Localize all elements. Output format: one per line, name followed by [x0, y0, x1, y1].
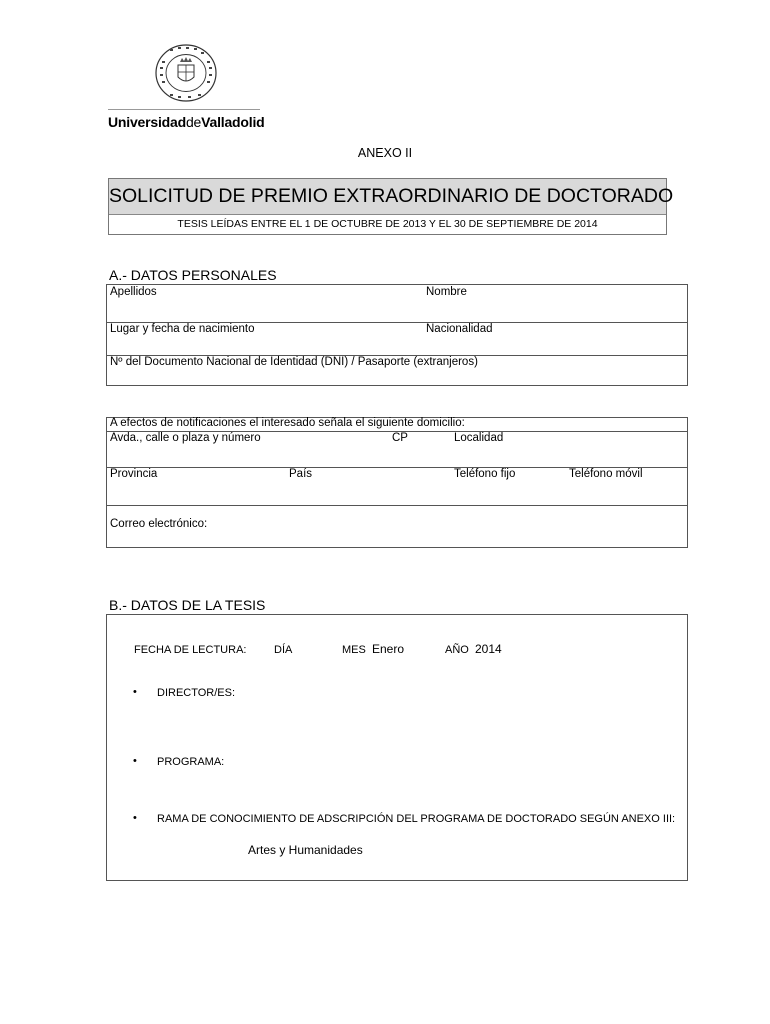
telefono-fijo-label: Teléfono fijo — [454, 468, 516, 480]
pais-label: País — [289, 468, 313, 480]
university-name-part-2: Valladolid — [201, 114, 265, 130]
domicilio-header: A efectos de notificaciones el interesado señala el siguiente domicilio: — [110, 417, 465, 429]
bullet-programa: • — [133, 755, 137, 767]
bullet-director: • — [133, 686, 137, 698]
row-domicilio-header — [107, 418, 687, 432]
anio-label: AÑO — [445, 644, 469, 656]
rama-label: RAMA DE CONOCIMIENTO DE ADSCRIPCIÓN DEL PROGRAMA DE DOCTORADO SEGÚN ANEXO III: — [157, 813, 676, 825]
row-avda-cp-localidad[interactable] — [107, 432, 687, 468]
mes-value[interactable]: Enero — [372, 642, 405, 656]
section-a-title: A.- DATOS PERSONALES — [109, 267, 277, 283]
university-name-part-1: Universidad — [108, 114, 186, 130]
university-name-de: de — [185, 114, 202, 130]
row-dni[interactable] — [107, 356, 687, 385]
apellidos-label: Apellidos — [110, 286, 157, 298]
fecha-lectura-label: FECHA DE LECTURA: — [134, 644, 247, 656]
form-title-box — [108, 178, 674, 235]
programa-label: PROGRAMA: — [157, 756, 225, 768]
form-subtitle: TESIS LEÍDAS ENTRE EL 1 DE OCTUBRE DE 2013 Y EL 30 DE SEPTIEMBRE DE 2014 — [177, 218, 598, 230]
correo-label: Correo electrónico: — [110, 518, 208, 530]
director-label: DIRECTOR/ES: — [157, 687, 236, 699]
row-lugar-nacionalidad[interactable] — [107, 323, 687, 356]
row-correo[interactable] — [107, 506, 687, 547]
avda-label: Avda., calle o plaza y número — [110, 432, 261, 444]
lugar-fecha-label: Lugar y fecha de nacimiento — [110, 323, 255, 335]
dia-label: DÍA — [274, 644, 293, 656]
anio-value[interactable]: 2014 — [475, 642, 502, 656]
localidad-label: Localidad — [454, 432, 504, 444]
dni-label: Nº del Documento Nacional de Identidad (DNI) / Pasaporte (extranjeros) — [110, 356, 478, 368]
nacionalidad-label: Nacionalidad — [426, 323, 493, 335]
rama-value[interactable]: Artes y Humanidades — [248, 843, 363, 857]
telefono-movil-label: Teléfono móvil — [569, 468, 643, 480]
address-table — [106, 417, 688, 548]
cp-label: CP — [392, 432, 408, 444]
row-apellidos-nombre[interactable] — [107, 285, 687, 323]
bullet-rama: • — [133, 812, 137, 824]
personal-data-table — [106, 284, 688, 386]
section-b-title: B.- DATOS DE LA TESIS — [109, 597, 266, 613]
thesis-data-box — [106, 614, 688, 881]
university-name — [108, 114, 265, 130]
provincia-label: Provincia — [110, 468, 158, 480]
form-title: SOLICITUD DE PREMIO EXTRAORDINARIO DE DOCTORADO — [109, 179, 666, 215]
logo-divider — [108, 109, 260, 110]
nombre-label: Nombre — [426, 286, 467, 298]
university-seal-logo — [148, 43, 224, 103]
row-provincia-pais-telefonos[interactable] — [107, 468, 687, 506]
anexo-heading: ANEXO II — [357, 146, 413, 160]
mes-label: MES — [342, 644, 366, 656]
